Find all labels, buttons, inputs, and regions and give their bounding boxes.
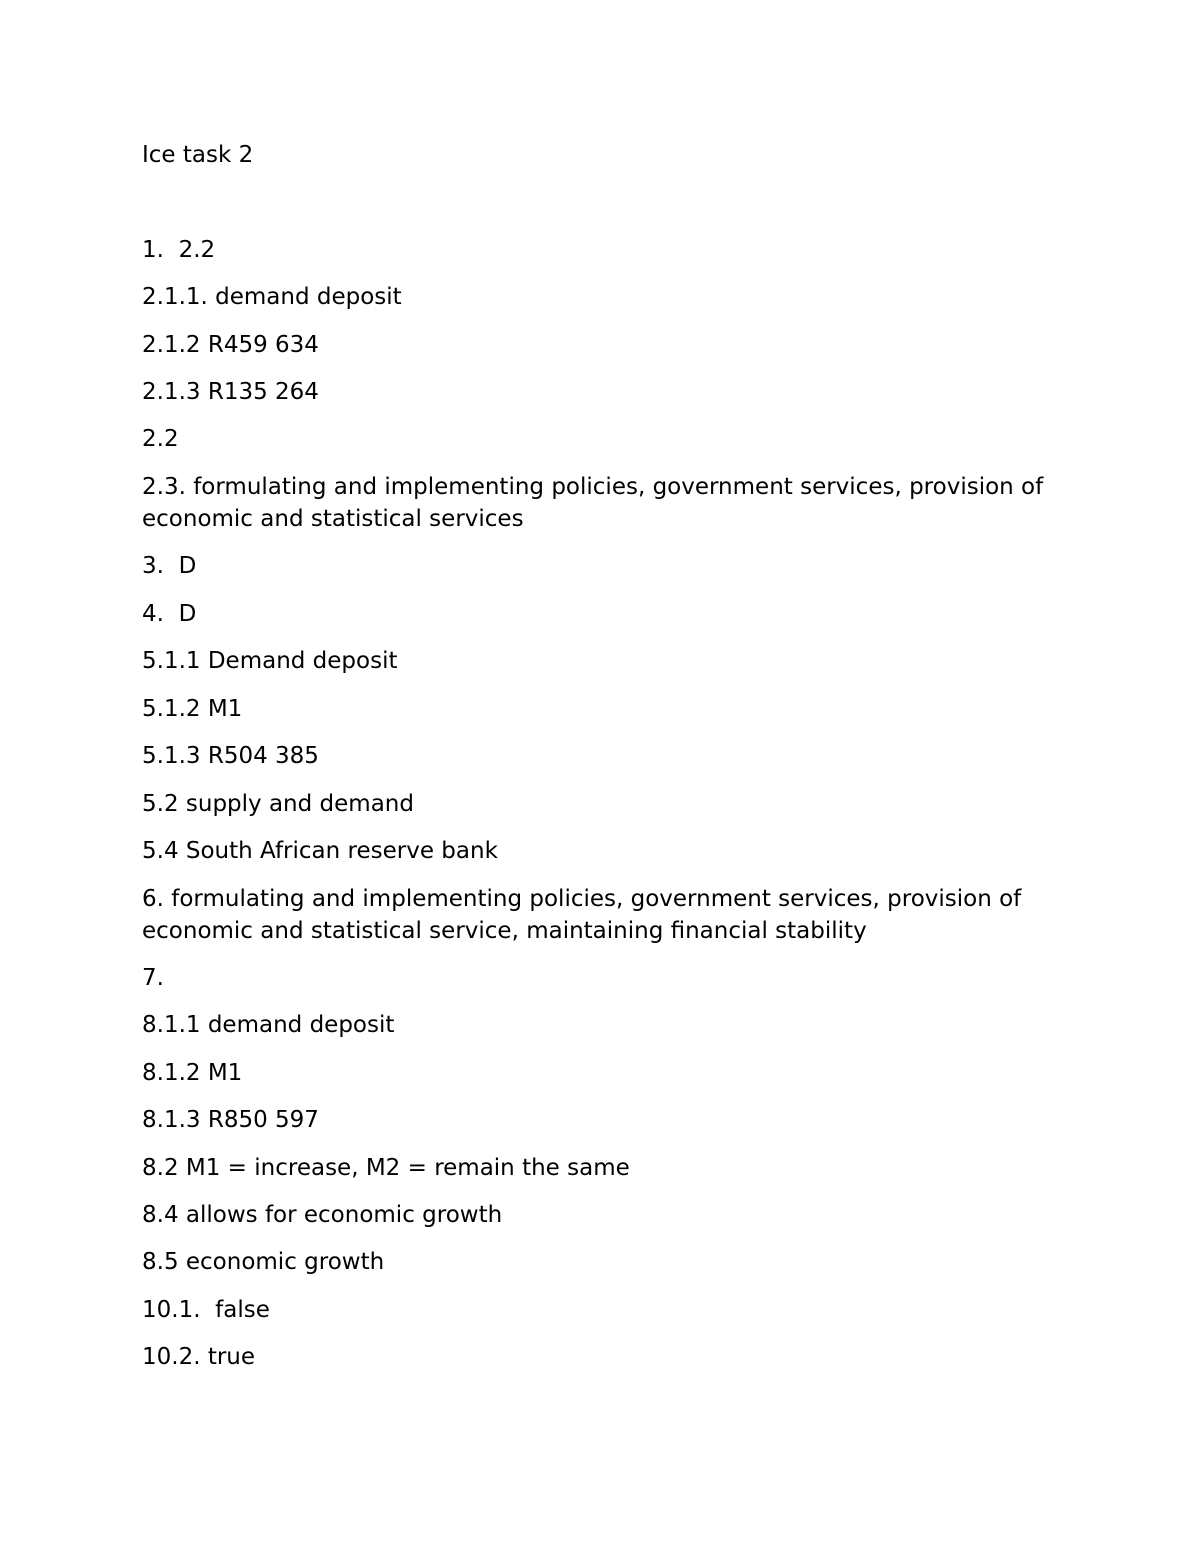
answer-line: 5.1.2 M1	[142, 696, 243, 722]
answer-line: 10.2. true	[142, 1344, 256, 1370]
answer-line: 4. D	[142, 601, 197, 627]
answer-line: 10.1. false	[142, 1297, 270, 1323]
answer-line: 2.1.3 R135 264	[142, 379, 319, 405]
answer-line-multiline: 2.3. formulating and implementing policies, government services, provision of economic and statistical services	[142, 474, 1051, 532]
answer-line: 2.1.2 R459 634	[142, 332, 319, 358]
answer-line: 8.2 M1 = increase, M2 = remain the same	[142, 1155, 630, 1181]
answer-line: 3. D	[142, 553, 197, 579]
answer-line: 2.1.1. demand deposit	[142, 284, 402, 310]
answer-line: 1. 2.2	[142, 237, 216, 263]
answer-line: 5.2 supply and demand	[142, 791, 414, 817]
answer-line: 5.1.1 Demand deposit	[142, 648, 398, 674]
answer-line: 5.1.3 R504 385	[142, 743, 319, 769]
answer-line: 2.2	[142, 426, 179, 452]
document-title: Ice task 2	[142, 142, 254, 168]
answer-line: 7.	[142, 965, 164, 991]
answer-line: 8.1.2 M1	[142, 1060, 243, 1086]
answer-line: 8.1.3 R850 597	[142, 1107, 319, 1133]
answer-line: 8.1.1 demand deposit	[142, 1012, 395, 1038]
answer-line: 8.4 allows for economic growth	[142, 1202, 503, 1228]
answer-line-multiline: 6. formulating and implementing policies, government services, provision of economic and statistical service, maintaining financial stability	[142, 886, 1029, 944]
answer-line: 8.5 economic growth	[142, 1249, 385, 1275]
answer-line: 5.4 South African reserve bank	[142, 838, 498, 864]
